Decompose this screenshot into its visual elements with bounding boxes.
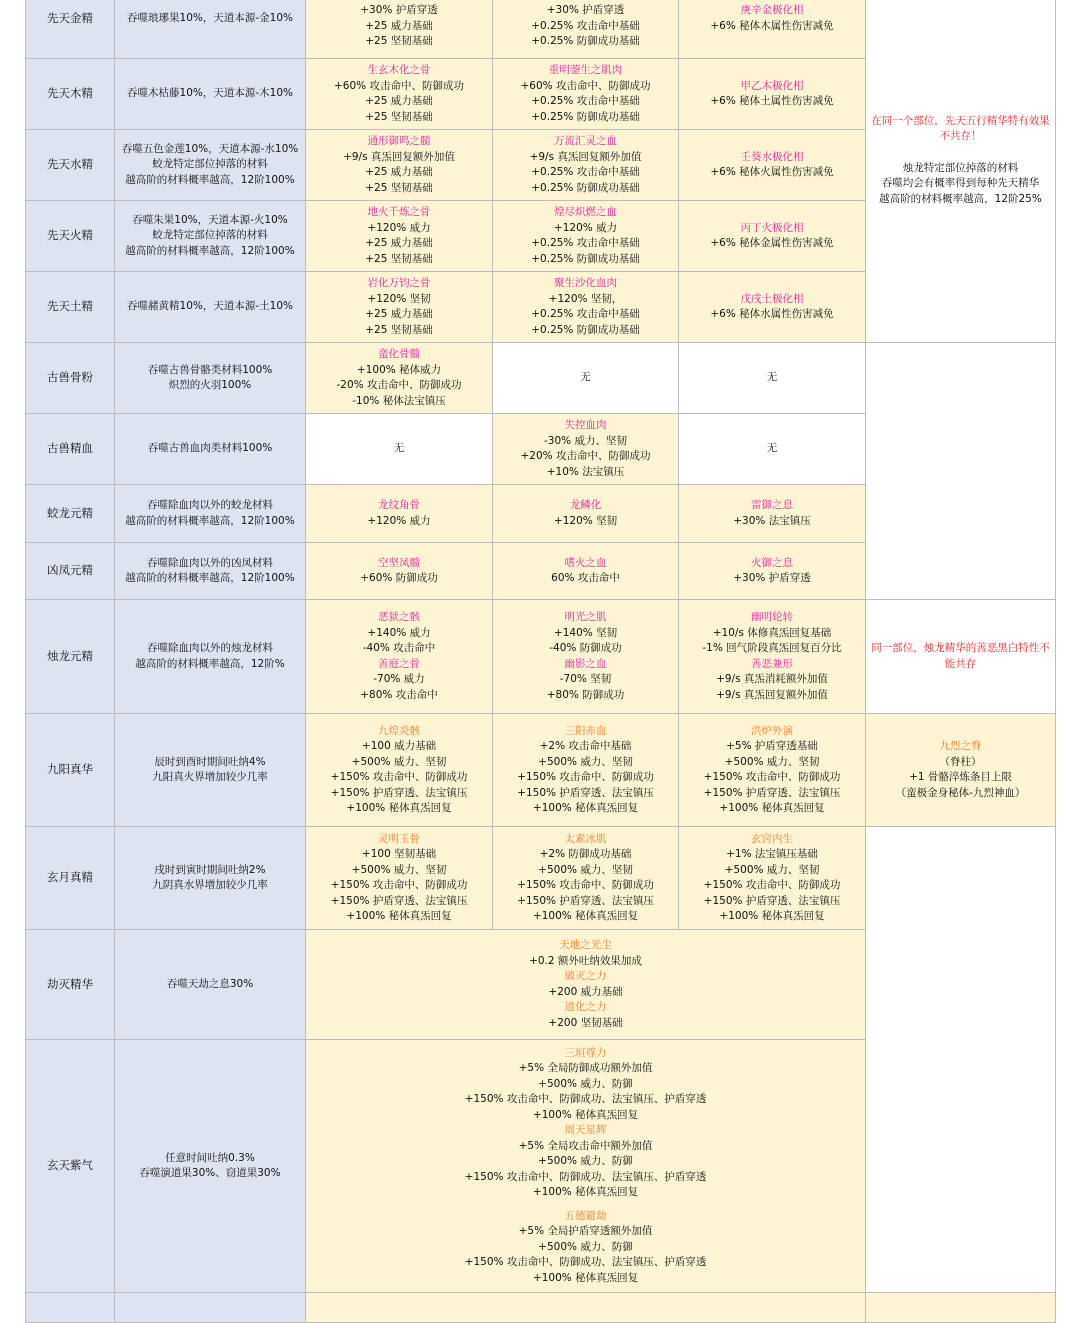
cell-line: 吞噬朱果10%，天道本源-火10% bbox=[132, 213, 288, 226]
cell-line: 吞噬除血肉以外的蛟龙材料 bbox=[147, 499, 273, 511]
effect-cell bbox=[679, 59, 866, 130]
cell-line: +500% 威力、防御 bbox=[538, 1155, 633, 1168]
cell-line: +150% 护盾穿透、法宝镇压 bbox=[703, 894, 841, 907]
essence-source bbox=[115, 1040, 306, 1293]
cell-line: +150% 攻击命中、防御成功 bbox=[703, 879, 841, 891]
cell-line: 任意时间吐纳0.3% bbox=[165, 1151, 255, 1164]
cell-line: +500% 威力、防御 bbox=[538, 1077, 633, 1090]
cell-line: +100% 秘体真炁回复 bbox=[532, 1108, 639, 1121]
effect-title: 庚辛金极化相 bbox=[740, 4, 804, 16]
essence-name: 先天木精 bbox=[26, 59, 115, 130]
effect-title: 幽影之血 bbox=[564, 657, 607, 670]
essence-source bbox=[115, 485, 306, 543]
cell-line: （蛮极金身秘体-九烈神血） bbox=[895, 786, 1026, 799]
effect-cell bbox=[493, 0, 679, 59]
cell-line: 吞噬均会有概率得到每种先天精华 bbox=[881, 177, 1040, 190]
essence-source bbox=[115, 930, 306, 1040]
cell-line: +9/s 真炁回复额外加值 bbox=[343, 150, 455, 163]
essence-table bbox=[25, 0, 1056, 1323]
zhulong-note bbox=[866, 600, 1056, 714]
cell-line: （脊柱） bbox=[939, 755, 982, 768]
cell-line: +0.25% 攻击命中基础 bbox=[531, 95, 640, 107]
essence-name: 烛龙元精 bbox=[26, 600, 115, 714]
cell-line: +100% 秘体真炁回复 bbox=[346, 802, 452, 814]
cell-line: +25 威力基础 bbox=[365, 308, 433, 320]
cell-line: 吞噬赭黄精10%，天道本源-土10% bbox=[127, 300, 293, 313]
effect-cell bbox=[493, 130, 679, 201]
cell-line: +2% 攻击命中基础 bbox=[539, 740, 632, 752]
cell-line: +500% 威力、坚韧 bbox=[351, 755, 447, 768]
cell-line: +5% 全局防御成功额外加值 bbox=[518, 1062, 653, 1075]
effect-title: 壬葵水极化相 bbox=[740, 150, 804, 163]
essence-source bbox=[115, 272, 306, 343]
effect-title: 甲乙木极化相 bbox=[740, 79, 804, 92]
effect-cell bbox=[306, 201, 493, 272]
essence-name: 凶凤元精 bbox=[26, 543, 115, 600]
cell-line: +500% 威力、防御 bbox=[538, 1240, 633, 1253]
cell-line: +100 坚韧基础 bbox=[361, 848, 437, 860]
effect-cell bbox=[306, 543, 493, 600]
effect-title: 三阳赤血 bbox=[564, 724, 607, 737]
effect-title: 九烈之脊 bbox=[939, 740, 982, 752]
cell-line: +25 坚韧基础 bbox=[365, 35, 433, 47]
essence-source bbox=[115, 414, 306, 485]
cell-line: +100% 秘体真炁回复 bbox=[346, 910, 452, 922]
cell-line: -40% 防御成功 bbox=[549, 642, 622, 654]
effect-title: 破灭之力 bbox=[564, 970, 607, 982]
cell-line: +6% 秘体水属性伤害减免 bbox=[710, 308, 834, 320]
none-value: 无 bbox=[580, 371, 591, 384]
cell-line: +140% 威力 bbox=[367, 626, 431, 639]
cell-line: +20% 攻击命中、防御成功 bbox=[520, 450, 651, 462]
effect-title: 道化之力 bbox=[564, 1001, 607, 1013]
cell-line: +100% 秘体真炁回复 bbox=[719, 910, 825, 922]
cell-line: +0.25% 防御成功基础 bbox=[531, 35, 640, 47]
cell-line: +150% 护盾穿透、法宝镇压 bbox=[517, 894, 654, 907]
essence-name: 九阳真华 bbox=[26, 714, 115, 827]
cell-line: +1 骨骼淬炼条目上限 bbox=[909, 771, 1012, 783]
cell-line: +0.25% 防御成功基础 bbox=[531, 252, 640, 265]
cell-line: +5% 全局攻击命中额外加值 bbox=[518, 1139, 653, 1152]
effect-cell bbox=[679, 0, 866, 59]
effect-cell bbox=[306, 414, 493, 485]
effect-title: 灵明玉骨 bbox=[378, 832, 420, 845]
cell-line: 越高阶的材料概率越高，12阶100% bbox=[125, 514, 295, 527]
cell-line: 吞噬木枯藤10%，天道本源-木10% bbox=[127, 87, 293, 100]
effect-title: 五德避劫 bbox=[564, 1209, 607, 1222]
none-value: 无 bbox=[766, 442, 778, 455]
essence-name: 玄天紫气 bbox=[26, 1040, 115, 1293]
essence-source bbox=[115, 543, 306, 600]
effect-title: 失控血肉 bbox=[564, 419, 607, 431]
essence-name bbox=[26, 1293, 115, 1323]
cell-line: 九阴真水界增加较少几率 bbox=[152, 879, 268, 891]
cell-line: +6% 秘体土属性伤害减免 bbox=[710, 95, 834, 107]
effect-title: 周天星辉 bbox=[564, 1124, 607, 1137]
cell-line: +0.25% 防御成功基础 bbox=[531, 181, 640, 194]
table-row bbox=[26, 827, 1056, 930]
cell-line: +30% 法宝镇压 bbox=[733, 514, 811, 527]
cell-line: +120% 坚韧， bbox=[548, 292, 623, 305]
cell-line: +25 坚韧基础 bbox=[365, 110, 433, 123]
effect-cell bbox=[306, 59, 493, 130]
cell-line: +500% 威力、坚韧 bbox=[538, 863, 633, 876]
essence-name: 先天土精 bbox=[26, 272, 115, 343]
cell-line: +9/s 真炁回复额外加值 bbox=[529, 150, 642, 163]
cell-line: +80% 攻击命中 bbox=[360, 688, 438, 701]
cell-line: 烛龙特定部位掉落的材料 bbox=[902, 161, 1019, 174]
cell-line: +150% 攻击命中、防御成功、法宝镇压、护盾穿透 bbox=[464, 1170, 707, 1183]
effect-cell bbox=[679, 827, 866, 930]
cell-line: +150% 攻击命中、防御成功 bbox=[517, 771, 654, 783]
cell-line: +9/s 真炁消耗额外加值 bbox=[716, 673, 828, 685]
cell-line: +10% 法宝镇压 bbox=[546, 465, 625, 478]
cell-line: +150% 攻击命中、防御成功、法宝镇压、护盾穿透 bbox=[464, 1093, 707, 1106]
effect-title: 善庭之骨 bbox=[378, 657, 420, 670]
effect-title: 地火千炼之骨 bbox=[367, 206, 431, 218]
table-row bbox=[26, 600, 1056, 714]
effect-title: 空坚凤髓 bbox=[378, 556, 420, 569]
cell-line: -1% 回气阶段真炁回复百分比 bbox=[702, 642, 842, 654]
cell-line: 吞噬除血肉以外的凶凤材料 bbox=[147, 556, 273, 569]
cell-line: 越高阶的材料概率越高，12阶100% bbox=[125, 173, 295, 186]
cell-line: +60% 攻击命中、防御成功 bbox=[334, 79, 464, 92]
effect-title: 太素冰肌 bbox=[564, 832, 607, 845]
blank-note bbox=[866, 827, 1056, 1293]
cell-line: +100% 秘体真炁回复 bbox=[532, 910, 639, 922]
cell-line: 戌时到寅时期间吐纳2% bbox=[154, 863, 266, 876]
cell-line: +150% 攻击命中、防御成功 bbox=[703, 771, 841, 783]
essence-source bbox=[115, 0, 306, 59]
effect-cell bbox=[679, 343, 866, 414]
cell-line: +0.25% 攻击命中基础 bbox=[531, 308, 640, 320]
effect-cell bbox=[306, 343, 493, 414]
cell-line: +120% 威力 bbox=[367, 221, 431, 234]
cell-line: +120% 坚韧 bbox=[553, 514, 618, 527]
cell-line: +2% 防御成功基础 bbox=[539, 848, 632, 860]
cell-line: +0.25% 攻击命中基础 bbox=[531, 237, 640, 249]
cell-line: +25 威力基础 bbox=[365, 19, 433, 32]
cell-line: 蛟龙特定部位掉落的材料 bbox=[152, 158, 268, 171]
effect-cell bbox=[306, 930, 866, 1040]
effect-title: 岩化万钧之骨 bbox=[367, 277, 431, 289]
effect-title: 蛮化骨髓 bbox=[378, 348, 420, 360]
cell-line: +120% 威力 bbox=[553, 221, 618, 234]
effect-cell bbox=[493, 272, 679, 343]
cell-line: +200 坚韧基础 bbox=[548, 1016, 623, 1029]
effect-title: 通形御鸣之髓 bbox=[367, 135, 431, 147]
cell-line: 吞噬琅琊果10%，天道本源-金10% bbox=[127, 11, 293, 24]
cell-line: +30% 护盾穿透 bbox=[733, 572, 811, 584]
cell-line: +150% 护盾穿透、法宝镇压 bbox=[517, 786, 654, 799]
effect-cell bbox=[306, 130, 493, 201]
effect-cell bbox=[306, 485, 493, 543]
cell-line: +5% 护盾穿透基础 bbox=[726, 740, 818, 752]
effect-cell bbox=[679, 600, 866, 714]
effect-cell bbox=[493, 414, 679, 485]
effect-title: 丙丁火极化相 bbox=[740, 221, 804, 234]
effect-title: 雷御之息 bbox=[751, 499, 793, 511]
effect-cell bbox=[306, 1293, 866, 1323]
cell-line: -70% 坚韧 bbox=[559, 673, 612, 685]
table-row bbox=[26, 714, 1056, 827]
essence-source bbox=[115, 827, 306, 930]
essence-source bbox=[115, 59, 306, 130]
table-row bbox=[26, 1293, 1056, 1323]
essence-name: 劫灭精华 bbox=[26, 930, 115, 1040]
cell-line: +120% 威力 bbox=[367, 514, 431, 527]
essence-name: 古兽精血 bbox=[26, 414, 115, 485]
cell-line: +25 威力基础 bbox=[365, 166, 433, 178]
cell-line: +5% 全局护盾穿透额外加值 bbox=[518, 1225, 653, 1238]
effect-cell bbox=[493, 201, 679, 272]
effect-cell bbox=[679, 272, 866, 343]
cell-line: +500% 威力、坚韧 bbox=[724, 755, 820, 768]
cell-line: +25 威力基础 bbox=[365, 95, 433, 107]
effect-cell bbox=[679, 485, 866, 543]
cell-line: +100% 秘体真炁回复 bbox=[719, 802, 825, 814]
effect-title: 玄窍内生 bbox=[751, 832, 793, 845]
effect-title: 洪炉外演 bbox=[751, 724, 793, 737]
effect-title: 龙纹角骨 bbox=[378, 499, 420, 511]
cell-line: -30% 威力、坚韧 bbox=[544, 434, 627, 447]
cell-line: +150% 攻击命中、防御成功 bbox=[330, 879, 468, 891]
essence-source bbox=[115, 1293, 306, 1323]
cell-line: -10% 秘体法宝镇压 bbox=[352, 394, 446, 407]
effect-cell bbox=[306, 0, 493, 59]
cell-line: +0.25% 攻击命中基础 bbox=[531, 166, 640, 178]
effect-title: 明光之肌 bbox=[564, 611, 607, 623]
cell-line: +25 坚韧基础 bbox=[365, 323, 433, 336]
note-red: 同一部位，烛龙精华的善恶黑白特性不能共存 bbox=[871, 642, 1050, 670]
cell-line: +120% 坚韧 bbox=[367, 292, 431, 305]
cell-line: +150% 攻击命中、防御成功 bbox=[330, 771, 468, 783]
effect-cell bbox=[493, 343, 679, 414]
cell-line: +150% 护盾穿透、法宝镇压 bbox=[703, 786, 841, 799]
essence-name: 先天水精 bbox=[26, 130, 115, 201]
effect-title: 戊戌土极化相 bbox=[740, 292, 804, 305]
cell-line: 吞噬除血肉以外的烛龙材料 bbox=[147, 642, 273, 654]
essence-name: 先天金精 bbox=[26, 0, 115, 59]
cell-line: 吞噬古兽血肉类材料100% bbox=[147, 442, 273, 455]
none-value: 无 bbox=[766, 371, 778, 384]
cell-line: +60% 攻击命中、防御成功 bbox=[520, 79, 651, 92]
effect-title: 煌尽炽燃之血 bbox=[554, 206, 617, 218]
cell-line: -40% 攻击命中 bbox=[362, 642, 436, 654]
cell-line: +200 威力基础 bbox=[548, 985, 623, 998]
cell-line: 炽烈的火羽100% bbox=[168, 379, 252, 391]
cell-line: 吞噬天劫之息30% bbox=[166, 977, 254, 990]
cell-line: +150% 攻击命中、防御成功 bbox=[517, 879, 654, 891]
effect-cell bbox=[493, 714, 679, 827]
cell-line: +100 威力基础 bbox=[361, 740, 437, 752]
table-row bbox=[26, 0, 1056, 59]
essence-name: 古兽骨粉 bbox=[26, 343, 115, 414]
cell-line: +25 坚韧基础 bbox=[365, 252, 433, 265]
cell-line: +6% 秘体金属性伤害减免 bbox=[710, 237, 834, 249]
effect-cell bbox=[306, 1040, 866, 1293]
cell-line: +100% 秘体真炁回复 bbox=[532, 802, 639, 814]
cell-line: +500% 威力、坚韧 bbox=[724, 863, 820, 876]
effect-title: 善恶兼形 bbox=[751, 657, 793, 670]
cell-line: 越高阶的材料概率越高，12阶% bbox=[135, 657, 285, 670]
cell-line: -20% 攻击命中、防御成功 bbox=[336, 379, 462, 391]
cell-line: -70% 威力 bbox=[373, 673, 425, 685]
cell-line: +30% 护盾穿透 bbox=[360, 4, 438, 16]
cell-line: +30% 护盾穿透 bbox=[546, 4, 625, 16]
cell-line: 蛟龙特定部位掉落的材料 bbox=[152, 229, 268, 242]
cell-line: 越高阶的材料概率越高，12阶100% bbox=[125, 244, 295, 257]
effect-cell bbox=[679, 130, 866, 201]
effect-cell bbox=[306, 827, 493, 930]
table-row bbox=[26, 343, 1056, 414]
cell-line: +80% 防御成功 bbox=[546, 688, 625, 701]
effect-title: 嗜火之血 bbox=[564, 556, 607, 569]
cell-line: 吞噬五色金莲10%，天道本源-水10% bbox=[121, 142, 299, 155]
cell-line: 60% 攻击命中 bbox=[551, 572, 620, 584]
effect-cell bbox=[679, 543, 866, 600]
effect-cell bbox=[493, 543, 679, 600]
cell-line: +0.25% 防御成功基础 bbox=[531, 323, 640, 336]
effect-cell bbox=[306, 272, 493, 343]
cell-line: +25 威力基础 bbox=[365, 237, 433, 249]
effect-title: 恶狱之骸 bbox=[378, 611, 420, 623]
cell-line: +150% 攻击命中、防御成功、法宝镇压、护盾穿透 bbox=[464, 1256, 707, 1269]
effect-cell bbox=[493, 59, 679, 130]
essence-source bbox=[115, 130, 306, 201]
essence-source bbox=[115, 600, 306, 714]
effect-title: 万流汇灵之血 bbox=[554, 135, 617, 147]
effect-title: 生玄木化之骨 bbox=[367, 64, 431, 76]
cell-line: +10/s 体修真炁回复基础 bbox=[712, 626, 832, 639]
none-value: 无 bbox=[393, 442, 405, 455]
cell-line: +0.25% 防御成功基础 bbox=[531, 110, 640, 123]
effect-title: 天地之光尘 bbox=[559, 939, 612, 951]
cell-line: +100% 秘体威力 bbox=[356, 363, 442, 376]
cell-line: +500% 威力、坚韧 bbox=[538, 755, 633, 768]
effect-cell bbox=[866, 714, 1056, 827]
effect-cell bbox=[493, 827, 679, 930]
essence-name: 先天火精 bbox=[26, 201, 115, 272]
cell-line: +150% 护盾穿透、法宝镇压 bbox=[330, 786, 468, 799]
effect-title: 九煌炎骸 bbox=[378, 724, 420, 737]
effect-cell bbox=[679, 414, 866, 485]
essence-source bbox=[115, 714, 306, 827]
cell-line: +1% 法宝镇压基础 bbox=[726, 848, 818, 860]
cell-line: +500% 威力、坚韧 bbox=[351, 863, 447, 876]
effect-title: 聚生沙化血肉 bbox=[554, 277, 617, 289]
essence-source bbox=[115, 343, 306, 414]
effect-cell bbox=[306, 600, 493, 714]
cell-line: +100% 秘体真炁回复 bbox=[532, 1186, 639, 1199]
blank-note bbox=[866, 343, 1056, 600]
cell-line: 越高阶的材料概率越高，12阶25% bbox=[879, 192, 1042, 205]
cell-line: +150% 护盾穿透、法宝镇压 bbox=[330, 894, 468, 907]
cell-line: 吞噬古兽骨骼类材料100% bbox=[147, 363, 273, 376]
cell-line: +140% 坚韧 bbox=[553, 626, 618, 639]
cell-line: +6% 秘体火属性伤害减免 bbox=[710, 166, 834, 178]
effect-title: 龙鳞化 bbox=[569, 499, 602, 511]
effect-cell bbox=[493, 600, 679, 714]
effect-title: 三垣尊力 bbox=[564, 1046, 607, 1059]
effect-cell bbox=[493, 485, 679, 543]
cell-line: 辰时到酉时期间吐纳4% bbox=[154, 755, 266, 768]
effect-cell bbox=[679, 714, 866, 827]
essence-name: 玄月真精 bbox=[26, 827, 115, 930]
cell-line: +25 坚韧基础 bbox=[365, 181, 433, 194]
effect-cell bbox=[866, 1293, 1056, 1323]
cell-line: +0.25% 攻击命中基础 bbox=[531, 19, 640, 32]
cell-line: +100% 秘体真炁回复 bbox=[532, 1271, 639, 1284]
cell-line: 越高阶的材料概率越高，12阶100% bbox=[125, 572, 295, 584]
effect-title: 火御之息 bbox=[751, 556, 793, 569]
cell-line: 九阳真火界增加较少几率 bbox=[152, 771, 268, 783]
essence-name: 蛟龙元精 bbox=[26, 485, 115, 543]
cell-line: +60% 防御成功 bbox=[360, 572, 438, 584]
note-red: 在同一个部位，先天五行精华特有效果不共存！ bbox=[871, 114, 1050, 143]
effect-cell bbox=[679, 201, 866, 272]
cell-line: 吞噬演道果30%、窃道果30% bbox=[139, 1167, 281, 1179]
effect-title: 幽明轮转 bbox=[751, 611, 793, 623]
cell-line: +0.2 额外吐纳效果加成 bbox=[529, 954, 642, 967]
essence-source bbox=[115, 201, 306, 272]
wuxing-note bbox=[866, 0, 1056, 343]
cell-line: +9/s 真炁回复额外加值 bbox=[716, 688, 828, 701]
effect-cell bbox=[306, 714, 493, 827]
effect-title: 重明蓥生之肌肉 bbox=[548, 64, 623, 76]
cell-line: +6% 秘体木属性伤害减免 bbox=[710, 19, 834, 32]
